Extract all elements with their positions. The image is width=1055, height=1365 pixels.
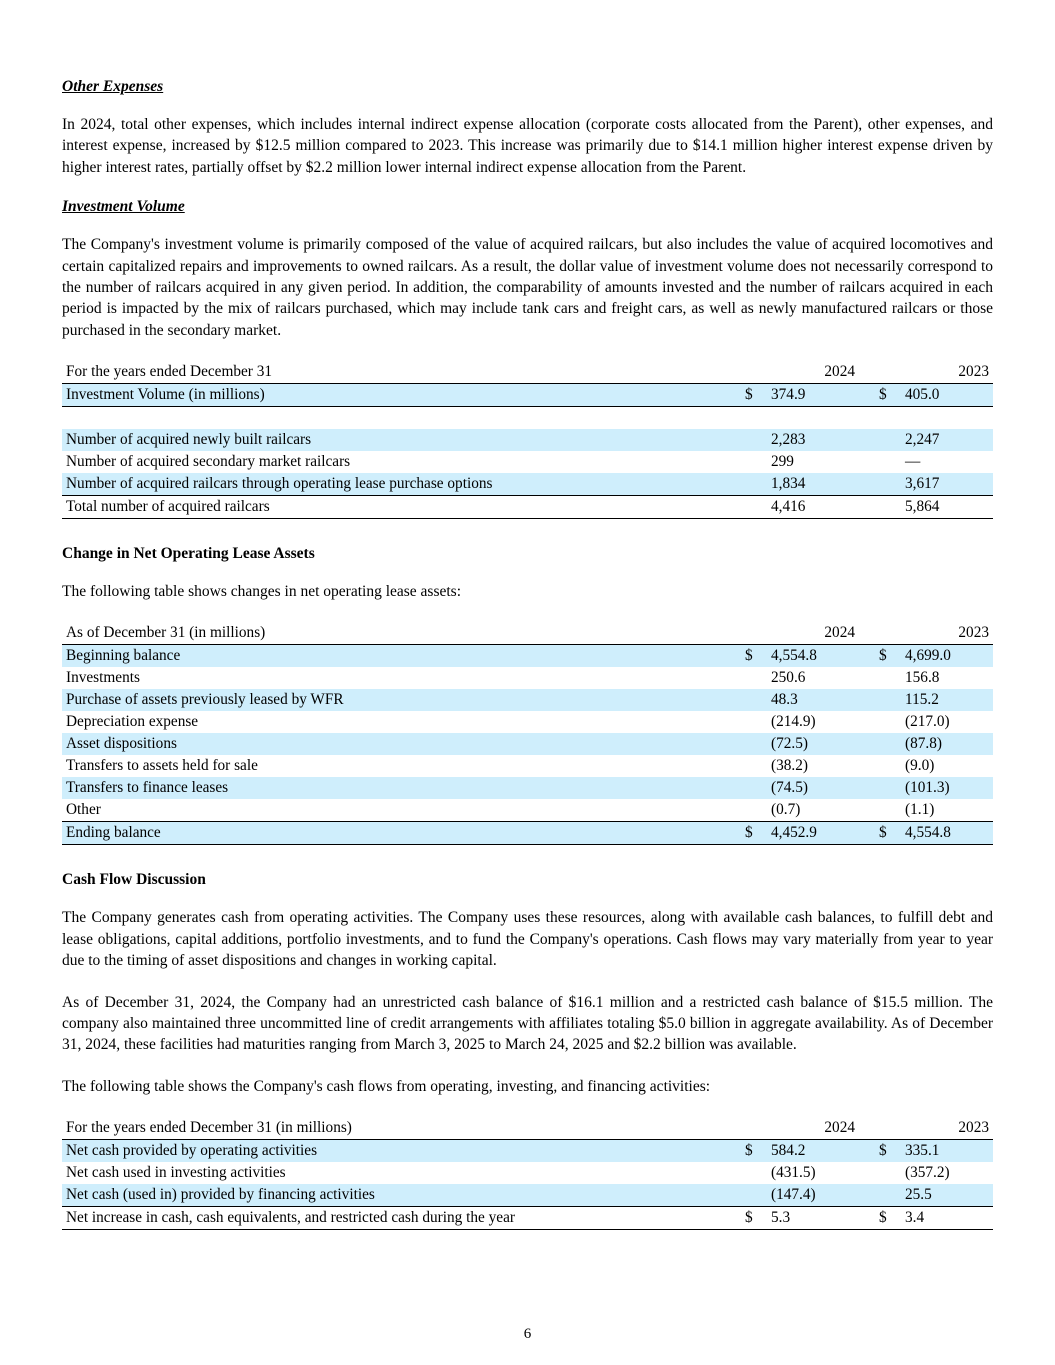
row-value-2023: 335.1 xyxy=(905,1142,940,1159)
row-value-2024: 299 xyxy=(771,453,794,470)
section-heading-change-net-operating-lease-assets: Change in Net Operating Lease Assets xyxy=(62,545,315,562)
table-cash-flows xyxy=(62,1117,993,1230)
section-heading-investment-volume: Investment Volume xyxy=(62,198,185,216)
table-row xyxy=(62,667,993,689)
row-label: Investments xyxy=(66,669,140,687)
row-label: Total number of acquired railcars xyxy=(62,496,741,519)
row-value-2024: (74.5) xyxy=(771,779,808,797)
row-value-2023: (357.2) xyxy=(905,1164,950,1181)
table-row xyxy=(62,755,993,777)
row-currency-2 xyxy=(875,711,901,733)
row-value-2023: 2,247 xyxy=(905,431,940,448)
table-row xyxy=(62,451,993,473)
row-value-2023: 3.4 xyxy=(901,1207,993,1230)
table-row xyxy=(62,689,993,711)
row-label: Asset dispositions xyxy=(66,735,177,753)
row-label: Transfers to finance leases xyxy=(66,779,229,797)
row-value-2024: 48.3 xyxy=(771,691,798,709)
table-header-2024: 2024 xyxy=(767,361,859,384)
row-value-2023: 156.8 xyxy=(905,669,940,687)
row-label: Net cash used in investing activities xyxy=(66,1164,286,1181)
row-value-2023: 5,864 xyxy=(901,496,993,519)
row-value-2024: (72.5) xyxy=(771,735,808,753)
row-label: Number of acquired secondary market railcars xyxy=(66,453,351,470)
row-value-2023: — xyxy=(905,453,921,470)
row-currency-2: $ xyxy=(875,822,901,845)
table-header-2023: 2023 xyxy=(901,622,993,645)
row-currency-1: $ xyxy=(741,822,767,845)
row-value-2024: 4,416 xyxy=(767,496,859,519)
table-header-label: For the years ended December 31 (in millions) xyxy=(62,1117,741,1140)
row-value-2024: (147.4) xyxy=(771,1186,816,1203)
table-header-2024: 2024 xyxy=(767,1117,859,1140)
table-investment-volume xyxy=(62,361,993,519)
row-value-2023: 115.2 xyxy=(905,691,939,709)
row-label: Net increase in cash, cash equivalents, and restricted cash during the year xyxy=(62,1207,741,1230)
table-spacer-row xyxy=(62,407,993,430)
row-currency-1: $ xyxy=(745,1142,753,1159)
table-header-row xyxy=(62,622,993,645)
row-value-2024: 250.6 xyxy=(771,669,806,687)
paragraph-investment-volume: The Company's investment volume is primarily composed of the value of acquired railcars, but also includes the value of acquired locomotives and certain capitalized repairs and improvements to owned railcars. As a result, the dollar value of investment volume does not necessarily correspond to the number of railcars acquired in any given period. In addition, the comparability of amounts invested and the number of railcars acquired in each period is impacted by the mix of railcars purchased, which may include tank cars and freight cars, as well as newly manufactured railcars or those purchased in the secondary market. xyxy=(62,236,993,339)
table-row xyxy=(62,473,993,496)
table-row xyxy=(62,799,993,822)
row-currency-1: $ xyxy=(741,1207,767,1230)
row-value-2023: 3,617 xyxy=(905,475,940,492)
paragraph-cash-flow-1: The Company generates cash from operating activities. The Company uses these resources, along with available cash balances, to fulfill debt and lease obligations, capital additions, portfolio investments, and to fund the Company's operations. Cash flows may vary materially from year to year due to the timing of asset dispositions and changes in working capital. xyxy=(62,909,993,970)
row-currency-1 xyxy=(741,1162,767,1184)
row-value-2023: (217.0) xyxy=(905,713,950,731)
table-row xyxy=(62,429,993,451)
row-currency-2 xyxy=(875,473,901,496)
table-header-label: For the years ended December 31 xyxy=(62,361,741,384)
row-currency-2 xyxy=(875,689,901,711)
row-currency-2: $ xyxy=(875,1207,901,1230)
table-header-label: As of December 31 (in millions) xyxy=(62,622,741,645)
table-row xyxy=(62,645,993,668)
section-heading-other-expenses: Other Expenses xyxy=(62,78,164,95)
row-label: Ending balance xyxy=(62,822,741,845)
row-value-2023: (87.8) xyxy=(905,735,942,753)
table-net-operating-lease-assets xyxy=(62,622,993,845)
table-row xyxy=(62,777,993,799)
row-value-2024: (431.5) xyxy=(771,1164,816,1181)
row-value-2023: 405.0 xyxy=(901,384,993,407)
row-label: Purchase of assets previously leased by WFR xyxy=(66,691,344,709)
table-row xyxy=(62,384,993,407)
row-value-2024: (38.2) xyxy=(771,757,808,775)
row-label: Depreciation expense xyxy=(66,713,199,731)
row-currency-1 xyxy=(741,1184,767,1207)
paragraph-cash-flow-2: As of December 31, 2024, the Company had an unrestricted cash balance of $16.1 million and a restricted cash balance of $15.5 million. The company also maintained three uncommitted line of credit arrangements with affiliates totaling $5.0 billion in aggregate availability. As of December 31, 2024, these facilities had maturities ranging from March 3, 2025 to March 24, 2025 and $2.2 billion was available. xyxy=(62,993,993,1054)
row-label: Number of acquired railcars through operating lease purchase options xyxy=(66,475,493,492)
row-currency-1 xyxy=(741,429,767,451)
row-value-2023: (101.3) xyxy=(905,779,950,797)
table-row xyxy=(62,1140,993,1163)
row-currency-1 xyxy=(741,777,767,799)
row-currency-1 xyxy=(741,496,767,519)
row-label: Net cash (used in) provided by financing activities xyxy=(66,1186,375,1203)
paragraph-other-expenses: In 2024, total other expenses, which includes internal indirect expense allocation (corporate costs allocated from the Parent), other expenses, and interest expense, increased by $12.5 million compared to 2023. This increase was primarily due to $14.1 million higher interest expense driven by higher interest rates, partially offset by $2.2 million lower internal indirect expense allocation from the Parent. xyxy=(62,116,993,176)
page-number: 6 xyxy=(523,1326,532,1342)
row-currency-2 xyxy=(875,777,901,799)
row-currency-2 xyxy=(875,429,901,451)
row-currency-1 xyxy=(741,473,767,496)
row-currency-1 xyxy=(741,755,767,777)
row-value-2024: 584.2 xyxy=(771,1142,806,1159)
row-value-2024: 374.9 xyxy=(767,384,859,407)
row-value-2023: (1.1) xyxy=(905,801,935,819)
row-value-2024: 2,283 xyxy=(771,431,806,448)
table-row xyxy=(62,733,993,755)
row-label: Other xyxy=(66,801,101,819)
paragraph-change-net-operating-lease-assets: The following table shows changes in net operating lease assets: xyxy=(62,583,462,600)
row-label: Investment Volume (in millions) xyxy=(62,384,741,407)
row-currency-1 xyxy=(741,451,767,473)
row-currency-2 xyxy=(875,1184,901,1207)
row-currency-2 xyxy=(875,799,901,822)
row-currency-1: $ xyxy=(745,647,753,665)
row-currency-1 xyxy=(741,711,767,733)
row-label: Net cash provided by operating activities xyxy=(66,1142,318,1159)
table-row xyxy=(62,1184,993,1207)
row-currency-2 xyxy=(875,733,901,755)
row-value-2024: 1,834 xyxy=(771,475,806,492)
row-currency-1 xyxy=(741,689,767,711)
table-row xyxy=(62,1162,993,1184)
row-currency-2: $ xyxy=(875,384,901,407)
row-currency-1 xyxy=(741,733,767,755)
row-currency-2 xyxy=(875,451,901,473)
paragraph-cash-flow-3: The following table shows the Company's cash flows from operating, investing, and financing activities: xyxy=(62,1077,711,1095)
table-header-2024: 2024 xyxy=(767,622,859,645)
row-currency-2 xyxy=(875,667,901,689)
table-row xyxy=(62,711,993,733)
row-value-2024: (214.9) xyxy=(771,713,816,731)
row-currency-2 xyxy=(875,755,901,777)
row-currency-1: $ xyxy=(741,384,767,407)
row-currency-1 xyxy=(741,799,767,822)
table-total-row xyxy=(62,822,993,845)
table-total-row xyxy=(62,496,993,519)
row-value-2023: 4,554.8 xyxy=(901,822,993,845)
table-header-row xyxy=(62,1117,993,1140)
row-value-2024: (0.7) xyxy=(771,801,801,819)
row-currency-2 xyxy=(875,1162,901,1184)
row-value-2023: 25.5 xyxy=(905,1186,932,1203)
row-value-2024: 4,452.9 xyxy=(767,822,859,845)
table-header-2023: 2023 xyxy=(901,1117,993,1140)
table-total-row xyxy=(62,1207,993,1230)
row-currency-2: $ xyxy=(879,647,887,665)
row-value-2024: 4,554.8 xyxy=(771,647,817,665)
row-currency-1 xyxy=(741,667,767,689)
section-heading-cash-flow-discussion: Cash Flow Discussion xyxy=(62,871,206,889)
row-currency-2: $ xyxy=(879,1142,887,1159)
row-value-2023: (9.0) xyxy=(905,757,935,775)
row-currency-2 xyxy=(875,496,901,519)
table-header-row xyxy=(62,361,993,384)
row-label: Transfers to assets held for sale xyxy=(66,757,258,775)
row-value-2023: 4,699.0 xyxy=(905,647,951,665)
row-label: Number of acquired newly built railcars xyxy=(66,431,312,448)
row-value-2024: 5.3 xyxy=(767,1207,859,1230)
table-header-2023: 2023 xyxy=(901,361,993,384)
row-label: Beginning balance xyxy=(66,647,181,665)
